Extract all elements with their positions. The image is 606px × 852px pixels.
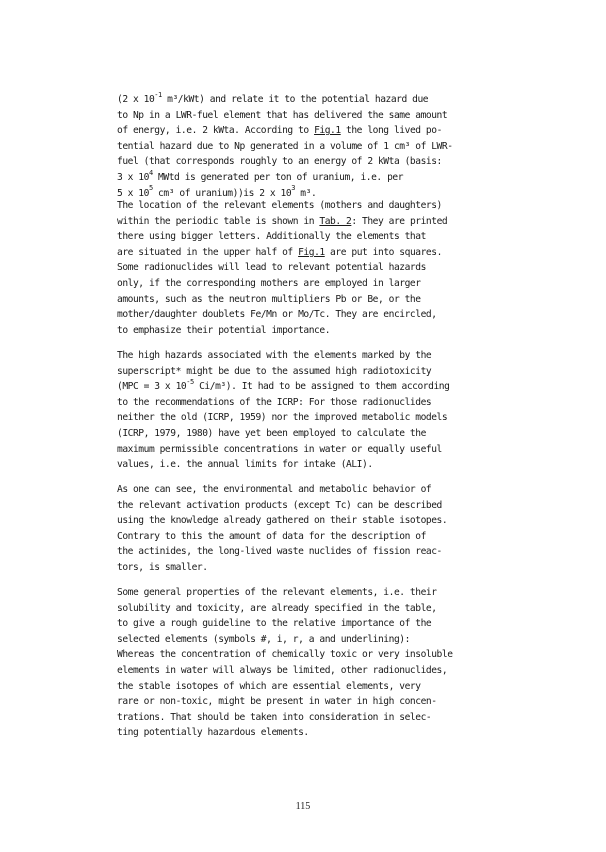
paragraph-general-properties — [117, 585, 537, 741]
reference-link: Tab. 2 — [319, 215, 352, 227]
superscript: -5 — [186, 378, 194, 386]
page-number: 115 — [295, 801, 311, 812]
text-line — [117, 379, 537, 395]
superscript: 4 — [148, 168, 153, 177]
text-line — [117, 364, 537, 380]
text-segment: (ICRP, 1979, 1980) have yet been employed to calculate the — [117, 427, 426, 439]
text-segment: As one can see, the environmental and metabolic behavior of — [117, 484, 432, 495]
text-segment: only, if the corresponding mothers are employed in larger — [117, 277, 421, 289]
text-segment: to emphasize their potential importance. — [117, 324, 331, 336]
text-segment: solubility and toxicity, are already specified in the table, — [117, 602, 437, 614]
text-line — [117, 198, 537, 214]
paragraph-high-hazards — [117, 348, 537, 473]
text-segment: m³. — [294, 187, 317, 199]
text-line — [117, 139, 537, 155]
text-segment: to the recommendations of the ICRP: For those radionuclides — [117, 396, 432, 408]
text-segment: rare or non-toxic, might be present in water in high concen- — [117, 696, 437, 708]
text-segment: The location of the relevant elements (mothers and daughters) — [117, 200, 442, 211]
text-segment: maximum permissible concentrations in water or equally useful — [117, 443, 442, 455]
text-segment: neither the old (ICRP, 1959) nor the improved metabolic models — [117, 412, 448, 424]
text-segment: of energy, i.e. 2 kWta. According to — [117, 125, 315, 137]
text-line — [117, 498, 537, 514]
text-line — [117, 725, 537, 741]
text-line — [117, 123, 537, 139]
text-segment: the stable isotopes of which are essential elements, very — [117, 680, 421, 692]
reference-link: Fig.1 — [298, 246, 325, 258]
text-segment: are put into squares. — [324, 246, 442, 258]
text-segment: (2 x 10 — [117, 94, 155, 105]
paragraph-environmental-behavior — [117, 482, 537, 576]
text-line — [117, 585, 537, 601]
text-segment: m³/kWt) and relate it to the potential hazard due — [161, 94, 429, 105]
text-segment: ting potentially hazardous elements. — [117, 727, 309, 739]
text-segment: values, i.e. the annual limits for intake (ALI). — [117, 459, 373, 471]
text-line — [117, 276, 537, 292]
text-line — [117, 679, 537, 695]
text-segment: there using bigger letters. Additionally the elements that — [117, 231, 426, 243]
text-line — [117, 482, 537, 498]
text-line — [117, 245, 537, 261]
text-line — [117, 426, 537, 442]
text-line — [117, 154, 537, 170]
text-segment: are situated in the upper half of — [117, 246, 299, 258]
paragraph-np-hazard — [117, 92, 537, 201]
text-segment: cm³ of uranium))is 2 x 10 — [152, 187, 292, 199]
text-line — [117, 348, 537, 364]
text-segment: fuel (that corresponds roughly to an energy of 2 kWta (basis: — [117, 156, 442, 168]
text-line — [117, 457, 537, 473]
text-line — [117, 647, 537, 663]
text-segment: elements in water will always be limited, other radionuclides, — [117, 664, 448, 676]
text-segment: using the knowledge already gathered on their stable isotopes. — [117, 515, 448, 527]
text-segment: Whereas the concentration of chemically toxic or very insoluble — [117, 649, 453, 661]
text-line — [117, 229, 537, 245]
text-line — [117, 663, 537, 679]
text-line — [117, 260, 537, 276]
text-segment: Contrary to this the amount of data for the description of — [117, 530, 426, 542]
text-line — [117, 170, 537, 186]
text-line — [117, 601, 537, 617]
text-line — [117, 307, 537, 323]
text-line — [117, 529, 537, 545]
text-line — [117, 323, 537, 339]
text-line — [117, 292, 537, 308]
text-line — [117, 544, 537, 560]
text-segment: the relevant activation products (except Tc) can be described — [117, 499, 442, 511]
text-line — [117, 108, 537, 124]
superscript: -1 — [154, 90, 162, 99]
text-line — [117, 395, 537, 411]
text-line — [117, 513, 537, 529]
text-segment: (MPC = 3 x 10 — [117, 381, 187, 393]
text-segment: the long lived po- — [340, 125, 442, 137]
text-segment: amounts, such as the neutron multipliers Pb or Be, or the — [117, 293, 421, 305]
text-segment: to give a rough guideline to the relative importance of the — [117, 618, 432, 630]
text-line — [117, 560, 537, 576]
text-line — [117, 616, 537, 632]
text-segment: 5 x 10 — [117, 187, 149, 199]
text-line — [117, 410, 537, 426]
text-segment: Ci/m³). It had to be assigned to them according — [193, 381, 450, 393]
superscript: 3 — [291, 184, 295, 193]
text-segment: tors, is smaller. — [117, 561, 208, 573]
text-segment: 3 x 10 — [117, 171, 149, 183]
text-line — [117, 710, 537, 726]
text-segment: the actinides, the long-lived waste nuclides of fission reac- — [117, 546, 442, 558]
text-segment: within the periodic table is shown in — [117, 215, 320, 227]
superscript: 5 — [148, 184, 153, 193]
text-segment: selected elements (symbols #, i, r, a and underlining): — [117, 633, 410, 645]
paragraph-periodic-table-location — [117, 198, 537, 338]
text-segment: Some general properties of the relevant elements, i.e. their — [117, 587, 437, 598]
text-segment: superscript* might be due to the assumed high radiotoxicity — [117, 365, 432, 377]
text-segment: trations. That should be taken into consideration in selec- — [117, 711, 432, 723]
text-line — [117, 214, 537, 230]
text-segment: tential hazard due to Np generated in a volume of 1 cm³ of LWR- — [117, 140, 453, 152]
text-line — [117, 694, 537, 710]
text-line — [117, 92, 537, 108]
text-line — [117, 632, 537, 648]
reference-link: Fig.1 — [314, 125, 341, 137]
text-segment: The high hazards associated with the elements marked by the — [117, 350, 432, 361]
text-segment: mother/daughter doublets Fe/Mn or Mo/Tc. They are encircled, — [117, 309, 437, 321]
text-segment: : They are printed — [351, 215, 448, 227]
text-line — [117, 442, 537, 458]
text-segment: to Np in a LWR-fuel element that has delivered the same amount — [117, 109, 448, 121]
text-segment: Some radionuclides will lead to relevant potential hazards — [117, 262, 426, 274]
text-segment: MWtd is generated per ton of uranium, i.e. per — [152, 171, 404, 183]
